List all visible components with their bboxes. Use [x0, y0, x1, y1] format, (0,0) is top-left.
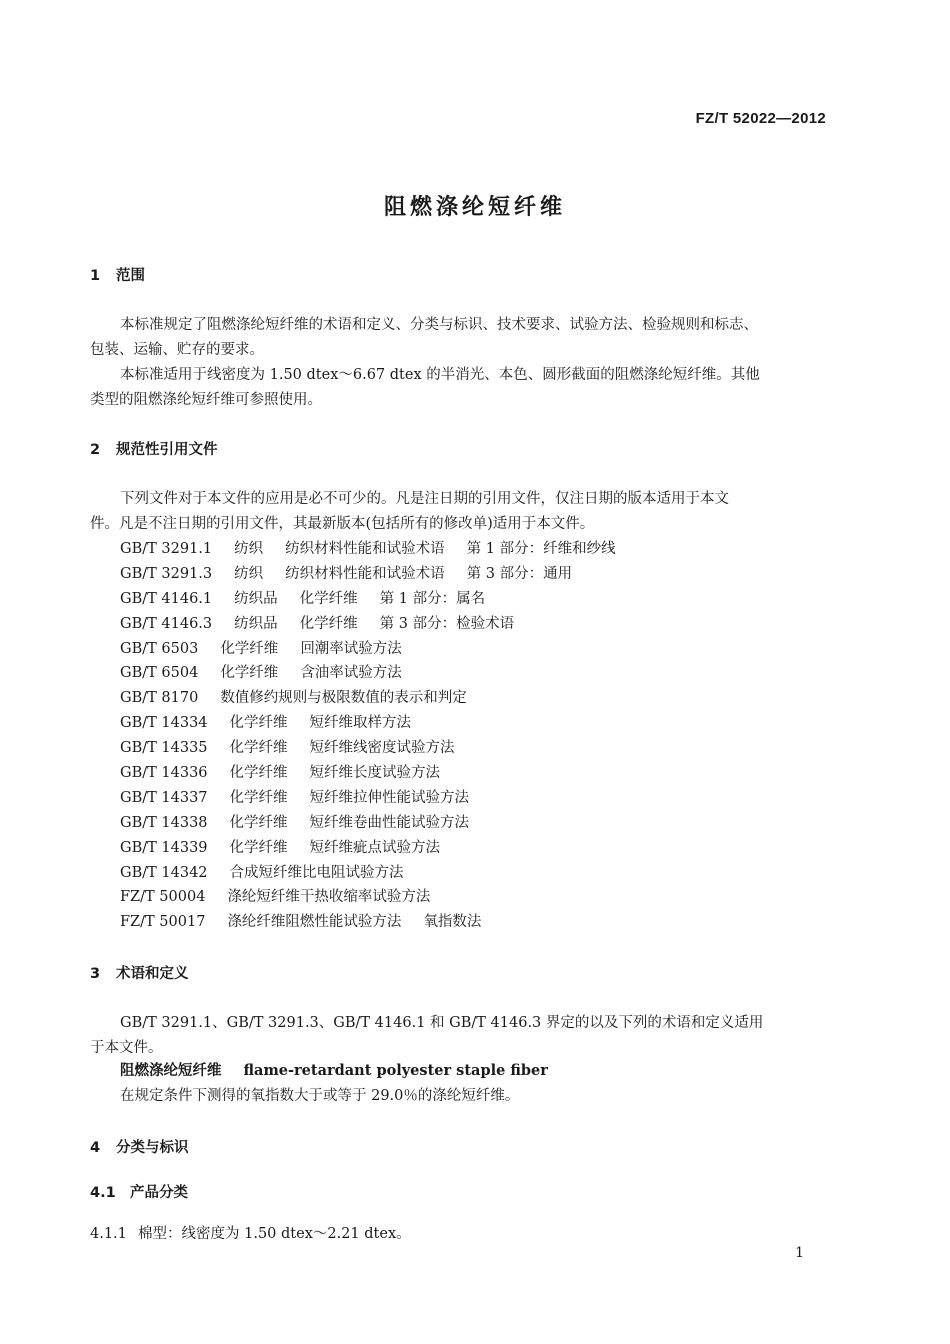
- text-line: 本标准适用于线密度为 1.50 dtex～6.67 dtex 的半消光、本色、圆形截面的阻燃涤纶短纤维。其他: [120, 367, 760, 383]
- clause-text: 棉型：线密度为 1.50 dtex～2.21 dtex。: [138, 1226, 411, 1242]
- reference-item: [120, 885, 616, 910]
- reference-code: FZ/T 50017: [120, 914, 206, 931]
- reference-title-part: 纺织材料性能和试验术语: [285, 565, 445, 582]
- reference-item: [120, 587, 616, 612]
- reference-item: [120, 562, 616, 587]
- clause-4-1-1: [90, 1222, 411, 1243]
- section-title: 范围: [116, 268, 145, 284]
- term-definition: 在规定条件下测得的氧指数大于或等于 29.0％的涤纶短纤维。: [120, 1088, 520, 1104]
- reference-title-part: 短纤维卷曲性能试验方法: [309, 814, 470, 831]
- section-number: 2: [90, 442, 101, 458]
- section-3-heading: [90, 962, 189, 983]
- section-1-heading: [90, 264, 145, 285]
- reference-title-part: 第 1 部分：纤维和纱线: [466, 541, 616, 557]
- normative-references-paragraph: [90, 487, 828, 537]
- reference-title-part: 涤纶短纤维干热收缩率试验方法: [227, 889, 431, 906]
- reference-title-part: 短纤维长度试验方法: [309, 765, 441, 782]
- reference-code: GB/T 3291.3: [120, 565, 213, 582]
- text-line: 包装、运输、贮存的要求。: [90, 342, 264, 358]
- reference-title-part: 化学纤维: [229, 789, 288, 806]
- reference-item: [120, 736, 616, 761]
- standard-number: FZ/T 52022—2012: [695, 110, 826, 127]
- text-line: 类型的阻燃涤纶短纤维可参照使用。: [90, 392, 322, 408]
- text-line: 本标准规定了阻燃涤纶短纤维的术语和定义、分类与标识、技术要求、试验方法、检验规则和标志、: [120, 317, 758, 333]
- reference-item: [120, 761, 616, 786]
- reference-code: GB/T 6504: [120, 665, 199, 682]
- scope-paragraph-2: [90, 363, 828, 413]
- section-title: 规范性引用文件: [116, 442, 218, 458]
- section-number: 3: [90, 966, 101, 982]
- subsection-title: 产品分类: [130, 1185, 188, 1201]
- reference-title-part: 短纤维线密度试验方法: [309, 740, 455, 757]
- reference-item: [120, 612, 616, 637]
- reference-item: [120, 637, 616, 662]
- reference-title-part: 纺织材料性能和试验术语: [285, 541, 445, 557]
- section-number: 1: [90, 268, 101, 284]
- term-chinese: 阻燃涤纶短纤维: [120, 1063, 222, 1079]
- text-line: GB/T 3291.1、GB/T 3291.3、GB/T 4146.1 和 GB/T 4146.3 界定的以及下列的术语和定义适用: [120, 1015, 764, 1031]
- reference-title-part: 纺织品: [234, 590, 278, 607]
- reference-title-part: 第 3 部分：通用: [466, 565, 573, 582]
- section-4-heading: [90, 1136, 189, 1157]
- reference-item: [120, 786, 616, 811]
- reference-title-part: 第 1 部分：属名: [379, 590, 486, 607]
- reference-code: GB/T 4146.1: [120, 590, 213, 607]
- reference-code: GB/T 14337: [120, 789, 208, 806]
- text-line: 下列文件对于本文件的应用是必不可少的。凡是注日期的引用文件，仅注日期的版本适用于本文: [120, 491, 729, 507]
- reference-title-part: 短纤维疵点试验方法: [309, 839, 441, 856]
- reference-title-part: 回潮率试验方法: [300, 640, 402, 657]
- reference-title-part: 化学纤维: [229, 765, 288, 782]
- clause-number: 4.1.1: [90, 1226, 127, 1242]
- scope-paragraph-1: [90, 313, 828, 363]
- reference-code: GB/T 6503: [120, 640, 199, 657]
- subsection-number: 4.1: [90, 1185, 116, 1201]
- reference-item: [120, 661, 616, 686]
- reference-title-part: 涤纶纤维阻燃性能试验方法: [227, 914, 402, 931]
- reference-title-part: 第 3 部分：检验术语: [379, 615, 515, 632]
- reference-title-part: 短纤维取样方法: [309, 715, 412, 732]
- section-number: 4: [90, 1140, 101, 1156]
- reference-item: [120, 711, 616, 736]
- reference-code: GB/T 3291.1: [120, 541, 213, 557]
- reference-title-part: 化学纤维: [229, 740, 288, 757]
- term-entry: [120, 1059, 548, 1080]
- reference-title-part: 纺织: [234, 541, 264, 557]
- reference-item: [120, 686, 616, 711]
- reference-code: FZ/T 50004: [120, 889, 206, 906]
- section-title: 分类与标识: [116, 1140, 189, 1156]
- reference-code: GB/T 14342: [120, 864, 208, 881]
- reference-title-part: 合成短纤维比电阻试验方法: [229, 864, 404, 881]
- reference-code: GB/T 14334: [120, 715, 208, 732]
- reference-title-part: 化学纤维: [229, 839, 288, 856]
- reference-title-part: 化学纤维: [229, 715, 288, 732]
- reference-item: [120, 811, 616, 836]
- reference-title-part: 化学纤维: [220, 640, 279, 657]
- reference-code: GB/T 8170: [120, 690, 199, 707]
- page-number: 1: [795, 1245, 804, 1261]
- reference-title-part: 化学纤维: [299, 590, 358, 607]
- reference-item: [120, 537, 616, 562]
- reference-title-part: 纺织品: [234, 615, 278, 632]
- subsection-4-1-heading: [90, 1181, 188, 1202]
- section-2-heading: [90, 438, 218, 459]
- reference-title-part: 氧指数法: [423, 914, 482, 931]
- reference-title-part: 化学纤维: [220, 665, 279, 682]
- reference-code: GB/T 14335: [120, 740, 208, 757]
- reference-code: GB/T 4146.3: [120, 615, 213, 632]
- reference-code: GB/T 14338: [120, 814, 208, 831]
- reference-title-part: 数值修约规则与极限数值的表示和判定: [220, 690, 467, 707]
- reference-item: [120, 836, 616, 861]
- term-english: flame-retardant polyester staple fiber: [243, 1062, 548, 1079]
- reference-item: [120, 861, 616, 886]
- text-line: 于本文件。: [90, 1040, 163, 1056]
- reference-item: [120, 910, 616, 935]
- reference-title-part: 含油率试验方法: [300, 665, 402, 682]
- reference-list: [120, 537, 616, 935]
- terms-paragraph: [90, 1011, 828, 1061]
- reference-code: GB/T 14336: [120, 765, 208, 782]
- reference-title-part: 短纤维拉伸性能试验方法: [309, 789, 470, 806]
- document-title: 阻燃涤纶短纤维: [383, 195, 566, 220]
- text-line: 件。凡是不注日期的引用文件，其最新版本(包括所有的修改单)适用于本文件。: [90, 516, 595, 532]
- section-title: 术语和定义: [116, 966, 189, 982]
- reference-title-part: 化学纤维: [299, 615, 358, 632]
- reference-title-part: 化学纤维: [229, 814, 288, 831]
- reference-code: GB/T 14339: [120, 839, 208, 856]
- reference-title-part: 纺织: [234, 565, 264, 582]
